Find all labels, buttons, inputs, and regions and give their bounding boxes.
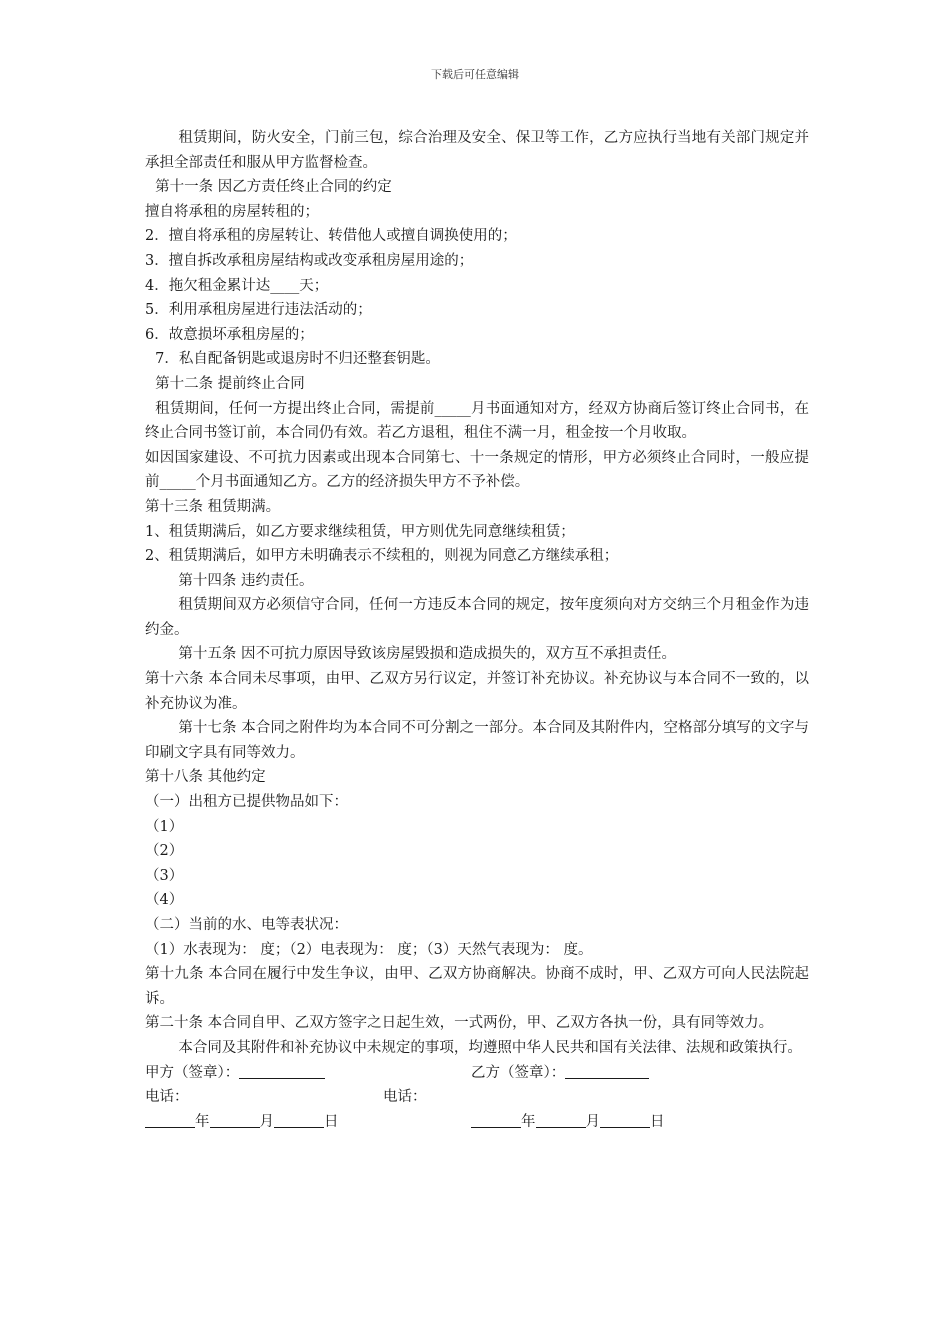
contract-paragraph: （4） <box>145 892 184 909</box>
contract-paragraph: 2、租赁期满后，如甲方未明确表示不续租的，则视为同意乙方继续承租； <box>145 548 619 565</box>
contract-paragraph: 6．故意损坏承租房屋的； <box>145 326 314 343</box>
year-blank-a <box>145 1111 195 1128</box>
month-blank-a <box>210 1111 260 1128</box>
contract-paragraph: 第十七条 本合同之附件均为本合同不可分割之一部分。本合同及其附件内，空格部分填写的文字与印刷文字具有同等效力。 <box>145 720 809 761</box>
contract-paragraph: （1）水表现为： 度；（2）电表现为： 度；（3）天然气表现为： 度。 <box>145 941 593 958</box>
phone-b: 电话： <box>383 1089 427 1106</box>
contract-paragraph: 租赁期间，任何一方提出终止合同，需提前_____月书面通知对方，经双方协商后签订终止合同书，在终止合同书签订前，本合同仍有效。若乙方退租，租住不满一月，租金按一个月收取。 <box>145 400 809 442</box>
party-b-label: 乙方（签章）： <box>471 1064 566 1081</box>
contract-paragraph: 7．私自配备钥匙或退房时不归还整套钥匙。 <box>155 351 440 368</box>
month-blank-b <box>536 1111 586 1128</box>
contract-paragraph: 第十二条 提前终止合同 <box>155 375 305 392</box>
contract-paragraph: 第十三条 租赁期满。 <box>145 498 281 515</box>
year-label-a: 年 <box>195 1113 210 1130</box>
date-b <box>471 1110 665 1135</box>
party-b-sign <box>471 1061 649 1086</box>
contract-paragraph: 第十四条 违约责任。 <box>178 572 314 589</box>
contract-paragraph: （3） <box>145 867 184 884</box>
contract-paragraph: 租赁期间，防火安全，门前三包，综合治理及安全、保卫等工作，乙方应执行当地有关部门规定并承担全部责任和服从甲方监督检查。 <box>145 130 809 171</box>
contract-paragraph: 第十一条 因乙方责任终止合同的约定 <box>155 179 392 196</box>
contract-paragraph: 第十九条 本合同在履行中发生争议，由甲、乙双方协商解决。协商不成时，甲、乙双方可向人民法院起诉。 <box>145 966 809 1007</box>
contract-paragraph: 本合同及其附件和补充协议中未规定的事项，均遵照中华人民共和国有关法律、法规和政策执行。 <box>178 1039 802 1056</box>
year-blank-b <box>471 1111 521 1128</box>
party-a-label: 甲方（签章）： <box>145 1064 240 1081</box>
day-blank-a <box>274 1111 324 1128</box>
page-header: 下载后可任意编辑 <box>431 68 519 81</box>
paragraph-list <box>145 126 809 1061</box>
party-a-sign <box>145 1061 471 1086</box>
month-label-b: 月 <box>585 1113 600 1130</box>
date-row <box>145 1110 809 1135</box>
year-label-b: 年 <box>521 1113 536 1130</box>
contract-paragraph: 擅自将承租的房屋转租的； <box>145 203 319 220</box>
contract-paragraph: 1、租赁期满后，如乙方要求继续租赁，甲方则优先同意继续租赁； <box>145 523 575 540</box>
phone-row <box>145 1085 809 1110</box>
phone-a: 电话： <box>145 1089 189 1106</box>
day-blank-b <box>600 1111 650 1128</box>
day-label-a: 日 <box>324 1113 339 1130</box>
contract-paragraph: 如因国家建设、不可抗力因素或出现本合同第七、十一条规定的情形，甲方必须终止合同时，一般应提前_____个月书面通知乙方。乙方的经济损失甲方不予补偿。 <box>145 449 809 491</box>
contract-paragraph: 第二十条 本合同自甲、乙双方签字之日起生效，一式两份，甲、乙双方各执一份，具有同等效力。 <box>145 1015 774 1032</box>
contract-paragraph: （1） <box>145 818 184 835</box>
contract-paragraph: 第十八条 其他约定 <box>145 769 266 786</box>
party-b-blank <box>565 1062 649 1079</box>
contract-paragraph: （一）出租方已提供物品如下： <box>145 794 348 811</box>
contract-paragraph: 租赁期间双方必须信守合同，任何一方违反本合同的规定，按年度须向对方交纳三个月租金作为违约金。 <box>145 597 809 638</box>
contract-paragraph: （二）当前的水、电等表状况： <box>145 917 348 933</box>
contract-paragraph: 第十五条 因不可抗力原因导致该房屋毁损和造成损失的，双方互不承担责任。 <box>178 646 676 663</box>
contract-paragraph: 3．擅自拆改承租房屋结构或改变承租房屋用途的； <box>145 252 474 269</box>
date-a <box>145 1110 471 1135</box>
contract-paragraph: 第十六条 本合同未尽事项，由甲、乙双方另行议定，并签订补充协议。补充协议与本合同不一致的，以补充协议为准。 <box>145 671 809 712</box>
contract-paragraph: 5．利用承租房屋进行违法活动的； <box>145 302 372 319</box>
contract-paragraph: 2．擅自将承租的房屋转让、转借他人或擅自调换使用的； <box>145 228 517 245</box>
contract-paragraph: 4．拖欠租金累计达____天； <box>145 277 329 294</box>
contract-paragraph: （2） <box>145 843 184 860</box>
month-label-a: 月 <box>259 1113 274 1130</box>
contract-body <box>145 126 809 1134</box>
party-a-blank <box>239 1062 325 1079</box>
day-label-b: 日 <box>650 1113 665 1130</box>
signature-row <box>145 1061 809 1086</box>
